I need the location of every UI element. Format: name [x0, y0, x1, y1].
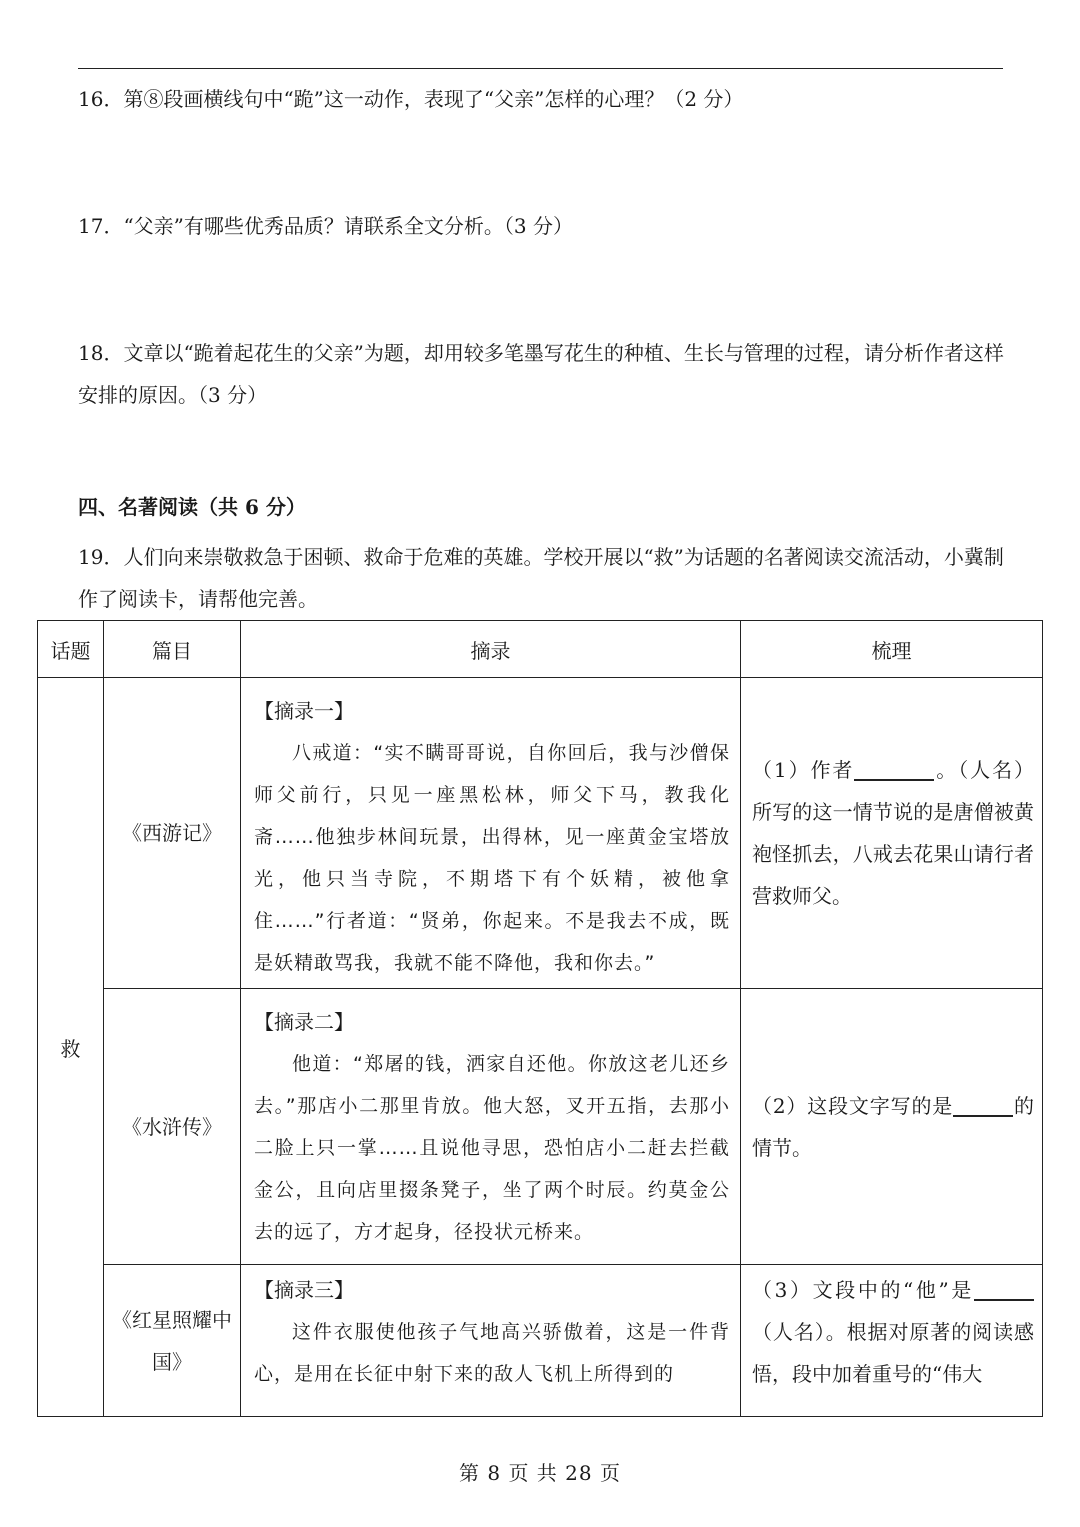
analysis-text-a: （3）文段中的“他”是 [752, 1278, 974, 1302]
question-17: 17．“父亲”有哪些优秀品质？请联系全文分析。（3 分） [78, 214, 573, 238]
question-19: 19．人们向来崇敬救急于困顿、救命于危难的英雄。学校开展以“救”为话题的名著阅读交流活动，小冀制作了阅读卡，请帮他完善。 [78, 545, 1004, 611]
excerpt-text: 八戒道：“实不瞒哥哥说，自你回后，我与沙僧保师父前行，只见一座黑松林，师父下马，教我化斋……他独步林间玩景，出得林，见一座黄金宝塔放光，他只当寺院，不期塔下有个妖精，被他拿住……”行者道：“贤弟，你起来。不是我去不成，既是妖精敢骂我，我就不能不降他，我和你去。” [254, 742, 730, 974]
excerpt-label: 【摘录一】 [254, 699, 354, 723]
answer-blank[interactable] [854, 755, 934, 781]
header-title: 篇目 [104, 621, 241, 678]
excerpt-cell [241, 678, 741, 989]
excerpt-cell [241, 989, 741, 1265]
top-rule [78, 68, 1003, 69]
header-topic: 话题 [38, 621, 104, 678]
table-header-row [38, 621, 1043, 678]
table-row [38, 989, 1043, 1265]
excerpt-cell [241, 1265, 741, 1417]
excerpt-label: 【摘录二】 [254, 1010, 354, 1034]
reading-card-table [37, 620, 1043, 1417]
topic-cell: 救 [38, 678, 104, 1417]
analysis-text-b: （人名）。根据对原著的阅读感悟，段中加着重号的“伟大 [752, 1320, 1034, 1386]
analysis-text-b: 的情节。 [752, 1093, 1034, 1160]
book-title: 《水浒传》 [104, 989, 241, 1265]
analysis-text-a: （1）作者 [752, 758, 855, 782]
answer-blank[interactable] [953, 1091, 1013, 1117]
question-18: 18．文章以“跪着起花生的父亲”为题，却用较多笔墨写花生的种植、生长与管理的过程，请分析作者这样安排的原因。（3 分） [78, 341, 1004, 407]
answer-blank[interactable] [974, 1275, 1034, 1301]
analysis-cell [741, 1265, 1043, 1417]
excerpt-label: 【摘录三】 [254, 1278, 354, 1302]
header-excerpt: 摘录 [241, 621, 741, 678]
analysis-cell [741, 989, 1043, 1265]
analysis-text-a: （2）这段文字写的是 [752, 1093, 954, 1118]
book-title: 《西游记》 [104, 678, 241, 989]
question-16: 16．第⑧段画横线句中“跪”这一动作，表现了“父亲”怎样的心理？（2 分） [78, 87, 744, 111]
excerpt-text: 这件衣服使他孩子气地高兴骄傲着，这是一件背心，是用在长征中射下来的敌人飞机上所得到的 [254, 1321, 730, 1385]
section-heading: 四、名著阅读（共 6 分） [78, 495, 306, 519]
table-row [38, 1265, 1043, 1417]
analysis-text-b: 。（人名）所写的这一情节说的是唐僧被黄袍怪抓去，八戒去花果山请行者营救师父。 [752, 758, 1034, 908]
excerpt-text: 他道：“郑屠的钱，洒家自还他。你放这老儿还乡去。”那店小二那里肯放。他大怒，叉开五指，去那小二脸上只一掌……且说他寻思，恐怕店小二赶去拦截金公，且向店里掇条凳子，坐了两个时辰。约莫金公去的远了，方才起身，径投状元桥来。 [254, 1053, 730, 1243]
page-footer: 第 8 页 共 28 页 [459, 1461, 621, 1485]
header-analysis: 梳理 [741, 621, 1043, 678]
table-row [38, 678, 1043, 989]
analysis-cell [741, 678, 1043, 989]
book-title: 《红星照耀中国》 [104, 1265, 241, 1417]
